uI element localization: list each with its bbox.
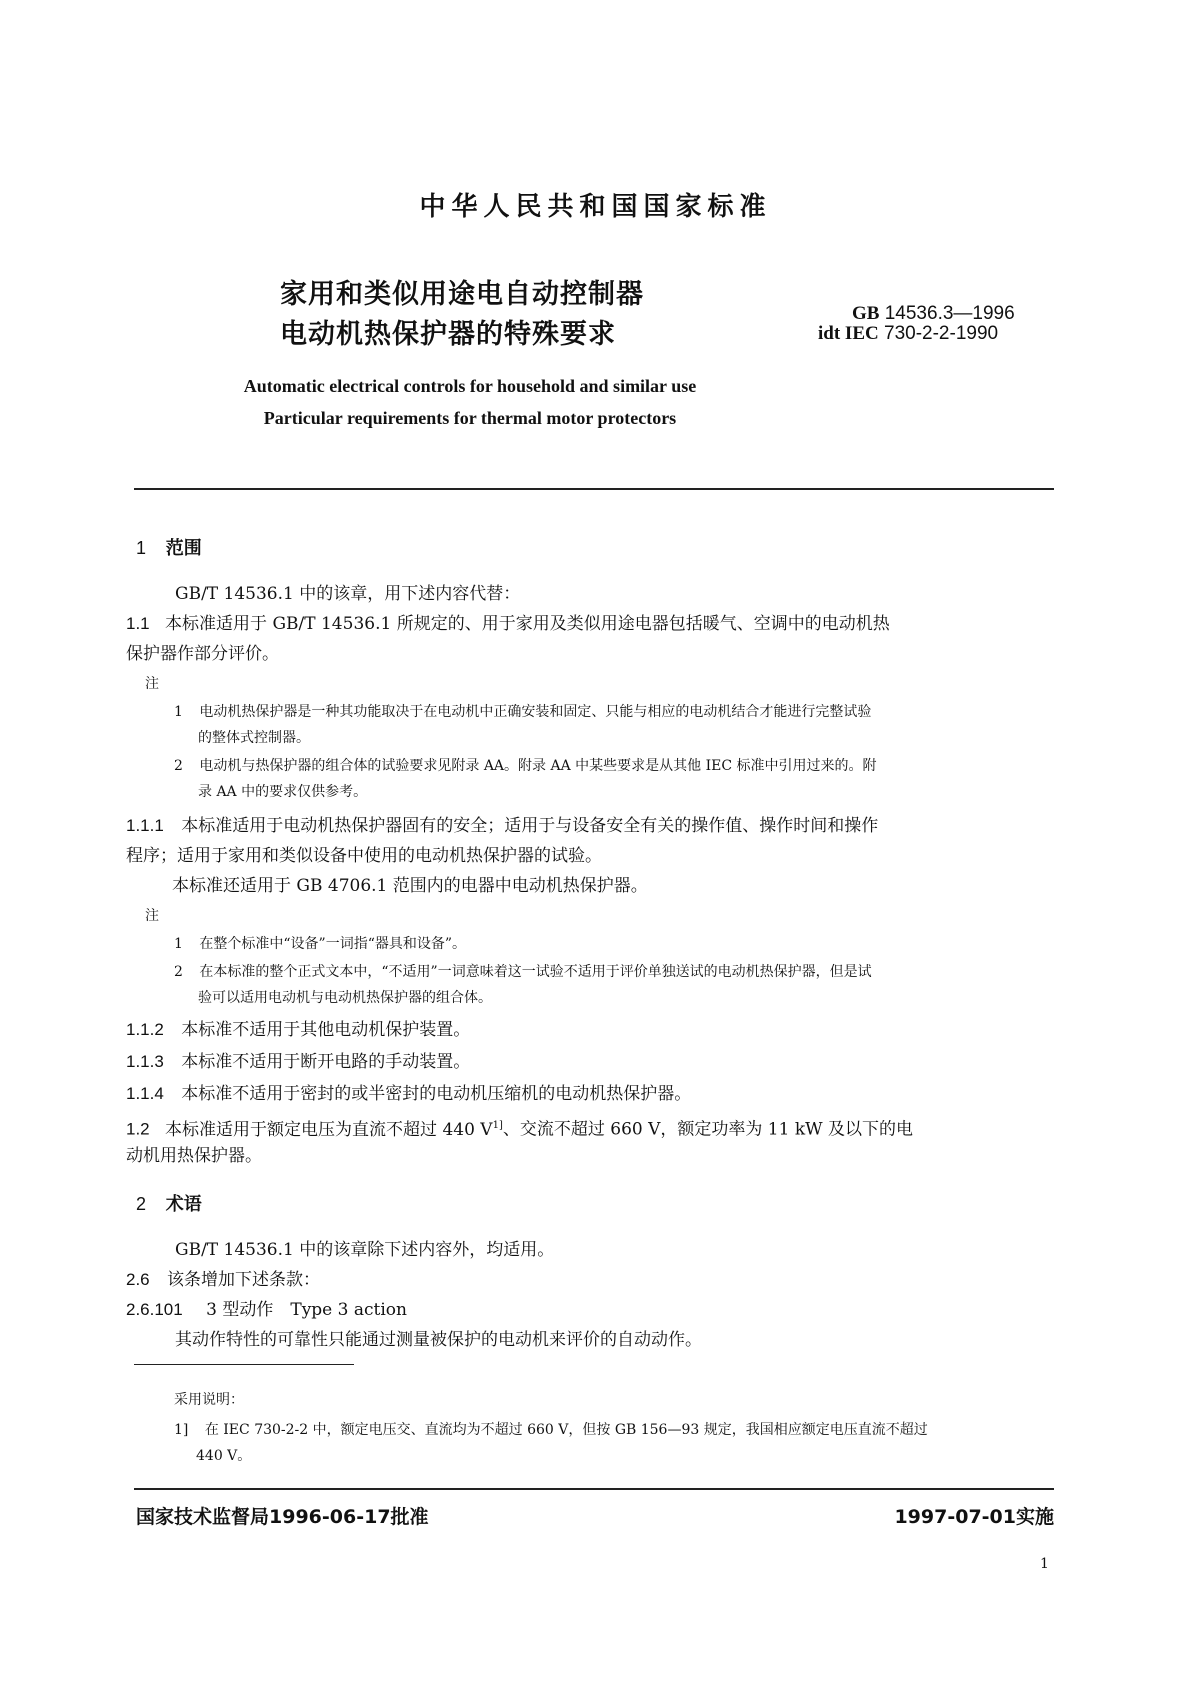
footnote-label: 采用说明： — [174, 1392, 244, 1408]
note-a1: 1 电动机热保护器是一种其功能取决于在电动机中正确安装和固定、只能与相应的电动机结合才能进行完整试验 — [174, 704, 872, 720]
idt-prefix: idt IEC — [818, 323, 879, 344]
clause-1-2: 1.2 本标准适用于额定电压为直流不超过 440 $V^{1]}$、交流不超过 660 V，额定功率为 11 kW 及以下的电 — [126, 1119, 914, 1140]
footnote-1: 1] 在 IEC 730-2-2 中，额定电压交、直流均为不超过 660 V，但按 GB 156—93 规定，我国相应额定电压直流不超过 — [174, 1422, 928, 1438]
national-standard-heading: 中华人民共和国国家标准 — [419, 192, 772, 222]
section-2-heading — [136, 1190, 202, 1216]
note-b1: 1 在整个标准中“设备”一词指“器具和设备”。 — [174, 936, 467, 952]
footnote-ref: 1] — [492, 1120, 503, 1131]
clause-number: 1.1 — [126, 614, 150, 633]
clause-1-1-4: 1.1.4 本标准不适用于密封的或半密封的电动机压缩机的电动机热保护器。 — [126, 1084, 692, 1104]
title-cn-line2: 电动机热保护器的特殊要求 — [280, 319, 616, 350]
clause-1-1-1-line2: 程序；适用于家用和类似设备中使用的电动机热保护器的试验。 — [126, 846, 602, 866]
standard-number-block — [818, 304, 1015, 344]
clause-2-6-101: 2.6.101 3 型动作 Type 3 action — [126, 1300, 407, 1320]
clause-1-1-1: 1.1.1 本标准适用于电动机热保护器固有的安全；适用于与设备安全有关的操作值、操作时间和操作 — [126, 816, 879, 836]
title-en-line1: Automatic electrical controls for household and similar use — [243, 376, 697, 396]
clause-2-6: 2.6 该条增加下述条款： — [126, 1270, 321, 1290]
clause-2-6-101-definition: 其动作特性的可靠性只能通过测量被保护的电动机来评价的自动动作。 — [175, 1330, 702, 1350]
clause-1-1-line2: 保护器作部分评价。 — [126, 644, 279, 664]
note-a2: 2 电动机与热保护器的组合体的试验要求见附录 AA。附录 AA 中某些要求是从其他 IEC 标准中引用过来的。附 — [174, 758, 877, 774]
header-divider — [134, 488, 1054, 490]
note-b2: 2 在本标准的整个正式文本中，“不适用”一词意味着这一试验不适用于评价单独送试的电动机热保护器，但是试 — [174, 964, 872, 980]
title-cn-line1: 家用和类似用途电自动控制器 — [280, 279, 644, 310]
clause-1-1: 1.1 本标准适用于 GB/T 14536.1 所规定的、用于家用及类似用途电器包括暖气、空调中的电动机热 — [126, 614, 890, 634]
footer-divider — [134, 1488, 1054, 1490]
section-1-intro: GB/T 14536.1 中的该章，用下述内容代替： — [175, 584, 521, 604]
section-1-title: 范围 — [165, 538, 202, 559]
effective-date: 1997-07-01实施 — [894, 1506, 1054, 1528]
section-1-heading — [136, 534, 202, 560]
approval-date: 国家技术监督局1996-06-17批准 — [136, 1506, 429, 1528]
std-prefix: GB — [852, 303, 880, 324]
page-number: 1 — [1040, 1556, 1049, 1572]
note-label: 注 — [145, 676, 159, 692]
clause-1-1-2: 1.1.2 本标准不适用于其他电动机保护装置。 — [126, 1020, 471, 1040]
clause-1-2-line2: 动机用热保护器。 — [126, 1146, 262, 1166]
section-2-number: 2 — [136, 1194, 147, 1214]
idt-number: 730-2-2-1990 — [884, 323, 999, 344]
clause-1-1-3: 1.1.3 本标准不适用于断开电路的手动装置。 — [126, 1052, 471, 1072]
note-label: 注 — [145, 908, 159, 924]
clause-1-1-1-line3: 本标准还适用于 GB 4706.1 范围内的电器中电动机热保护器。 — [172, 876, 648, 896]
note-b2-line2: 验可以适用电动机与电动机热保护器的组合体。 — [198, 990, 492, 1006]
section-2-title: 术语 — [165, 1194, 202, 1215]
std-number: 14536.3—1996 — [884, 303, 1015, 324]
title-en-line2: Particular requirements for thermal motor protectors — [263, 408, 677, 428]
note-a2-line2: 录 AA 中的要求仅供参考。 — [198, 784, 368, 800]
footnote-divider — [134, 1364, 354, 1365]
section-1-number: 1 — [136, 538, 147, 558]
note-a1-line2: 的整体式控制器。 — [198, 730, 310, 746]
section-2-intro: GB/T 14536.1 中的该章除下述内容外，均适用。 — [175, 1240, 555, 1260]
footnote-1-line2: 440 V。 — [196, 1448, 252, 1464]
